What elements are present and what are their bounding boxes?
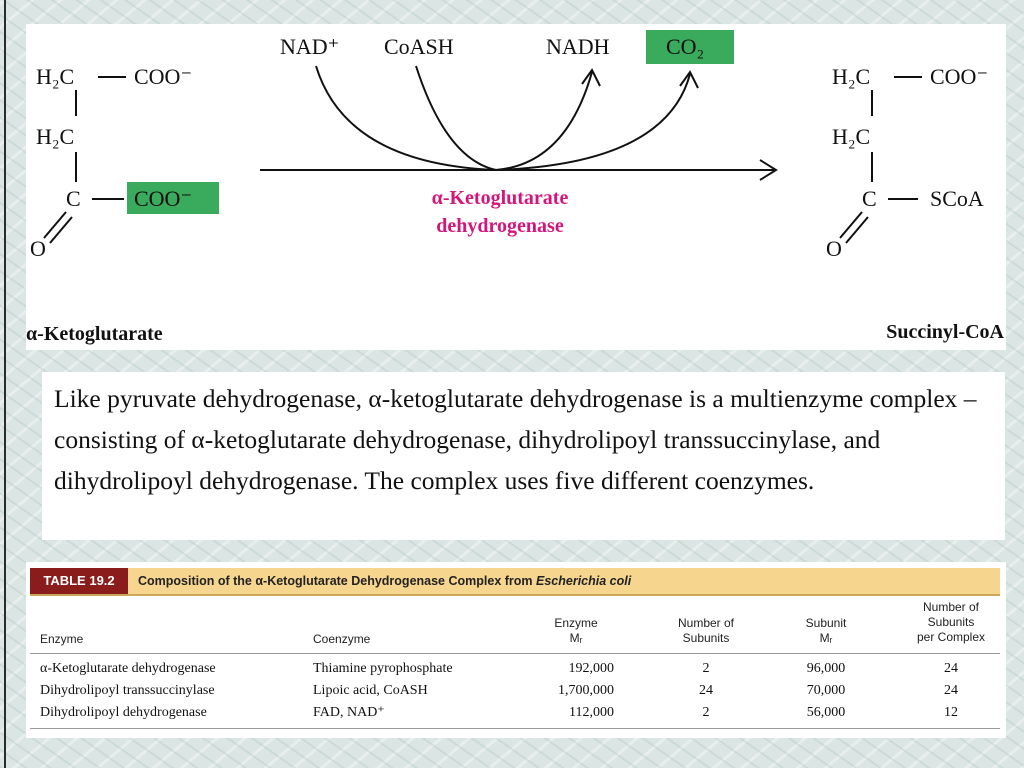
table-cell-mr: 1,700,000 [558, 683, 614, 698]
table-cell-submr: 96,000 [806, 661, 846, 676]
header-enzyme-mr-l1: Enzyme [554, 616, 598, 630]
substrate-r1-right: COO⁻ [134, 64, 193, 89]
double-bond [840, 212, 862, 238]
header-enzyme-mr-l2: Mᵣ [569, 631, 583, 645]
substrate-r1-left: H₂C [36, 64, 75, 89]
header-divider [30, 653, 1000, 654]
table-cell-coenzyme: FAD, NAD⁺ [313, 705, 385, 720]
table-cell-subunits: 24 [699, 683, 713, 698]
product-r3-right: SCoA [930, 186, 984, 211]
description-paragraph: Like pyruvate dehydrogenase, α-ketoglutarate dehydrogenase is a multienzyme complex – consisting of α-ketoglutarate dehydrogenase, dihydrolipoyl transsuccinylase, and dihydrolipoyl dehydrogenase. The complex uses five different coenzymes. [54, 384, 977, 495]
table-cell-mr: 112,000 [569, 705, 614, 720]
product-r4: O [826, 236, 842, 261]
substrate-r4: O [30, 236, 46, 261]
table-bottom-rule [30, 728, 1000, 729]
table-cell-coenzyme: Lipoic acid, CoASH [313, 683, 428, 698]
table-cell-subunits: 2 [702, 705, 710, 720]
table-cell-submr: 56,000 [806, 705, 846, 720]
table-cell-mr: 192,000 [568, 661, 614, 676]
header-per-complex [906, 600, 996, 645]
table-cell-per: 24 [944, 661, 958, 676]
table-title-organism: Escherichia coli [536, 574, 632, 588]
cofactor-coash: CoASH [384, 34, 454, 59]
product-r1-right: COO⁻ [930, 64, 989, 89]
nadh-arc [496, 72, 592, 170]
substrate-r2: H₂C [36, 124, 75, 149]
enzyme-label-line1: α-Ketoglutarate [431, 187, 569, 209]
header-subunit-mr-l1: Subunit [805, 616, 847, 630]
description-box [42, 372, 1005, 540]
header-subunits-l2: Subunits [682, 631, 730, 645]
table-label: TABLE 19.2 [30, 568, 128, 594]
reaction-diagram [26, 24, 1006, 350]
table-cell-per: 24 [944, 683, 958, 698]
product-caption: Succinyl-CoA [886, 321, 1004, 343]
nad-arc [316, 66, 496, 170]
enzyme-label-line2: dehydrogenase [436, 215, 564, 237]
cofactor-nad: NAD⁺ [280, 34, 340, 59]
header-enzyme: Enzyme [40, 632, 84, 646]
double-bond [846, 217, 868, 243]
product-nadh: NADH [546, 34, 610, 59]
header-coenzyme: Coenzyme [313, 632, 371, 646]
table-cell-enzyme: Dihydrolipoyl transsuccinylase [40, 683, 215, 698]
table-title [138, 568, 631, 594]
table-cell-enzyme: α-Ketoglutarate dehydrogenase [40, 661, 216, 676]
table-cell-per: 12 [944, 705, 958, 720]
header-subunits [666, 616, 746, 646]
table-cell-subunits: 2 [702, 661, 710, 676]
header-per-l1: Number of [922, 600, 980, 614]
double-bond [50, 217, 72, 243]
substrate-r3-right: COO⁻ [134, 186, 193, 211]
header-per-l3: per Complex [916, 630, 986, 644]
coash-arc [416, 66, 496, 170]
co2-arc [496, 74, 690, 170]
substrate-r3-left: C [66, 186, 81, 211]
product-r1-left: H₂C [832, 64, 871, 89]
composition-table [26, 562, 1006, 738]
table-cell-coenzyme: Thiamine pyrophosphate [313, 661, 453, 676]
product-co2: CO₂ [666, 34, 705, 59]
product-r3-left: C [862, 186, 877, 211]
header-enzyme-mr [546, 616, 606, 646]
header-subunits-l1: Number of [677, 616, 735, 630]
table-title-prefix: Composition of the α-Ketoglutarate Dehydrogenase Complex from [138, 574, 536, 588]
left-border [4, 0, 6, 768]
product-r2: H₂C [832, 124, 871, 149]
header-per-l2: Subunits [927, 615, 975, 629]
substrate-caption: α-Ketoglutarate [26, 323, 163, 345]
header-subunit-mr-l2: Mᵣ [819, 631, 833, 645]
table-cell-submr: 70,000 [806, 683, 846, 698]
double-bond [44, 212, 66, 238]
table-cell-enzyme: Dihydrolipoyl dehydrogenase [40, 705, 207, 720]
header-subunit-mr [796, 616, 856, 646]
table-title-bar [30, 568, 1000, 596]
